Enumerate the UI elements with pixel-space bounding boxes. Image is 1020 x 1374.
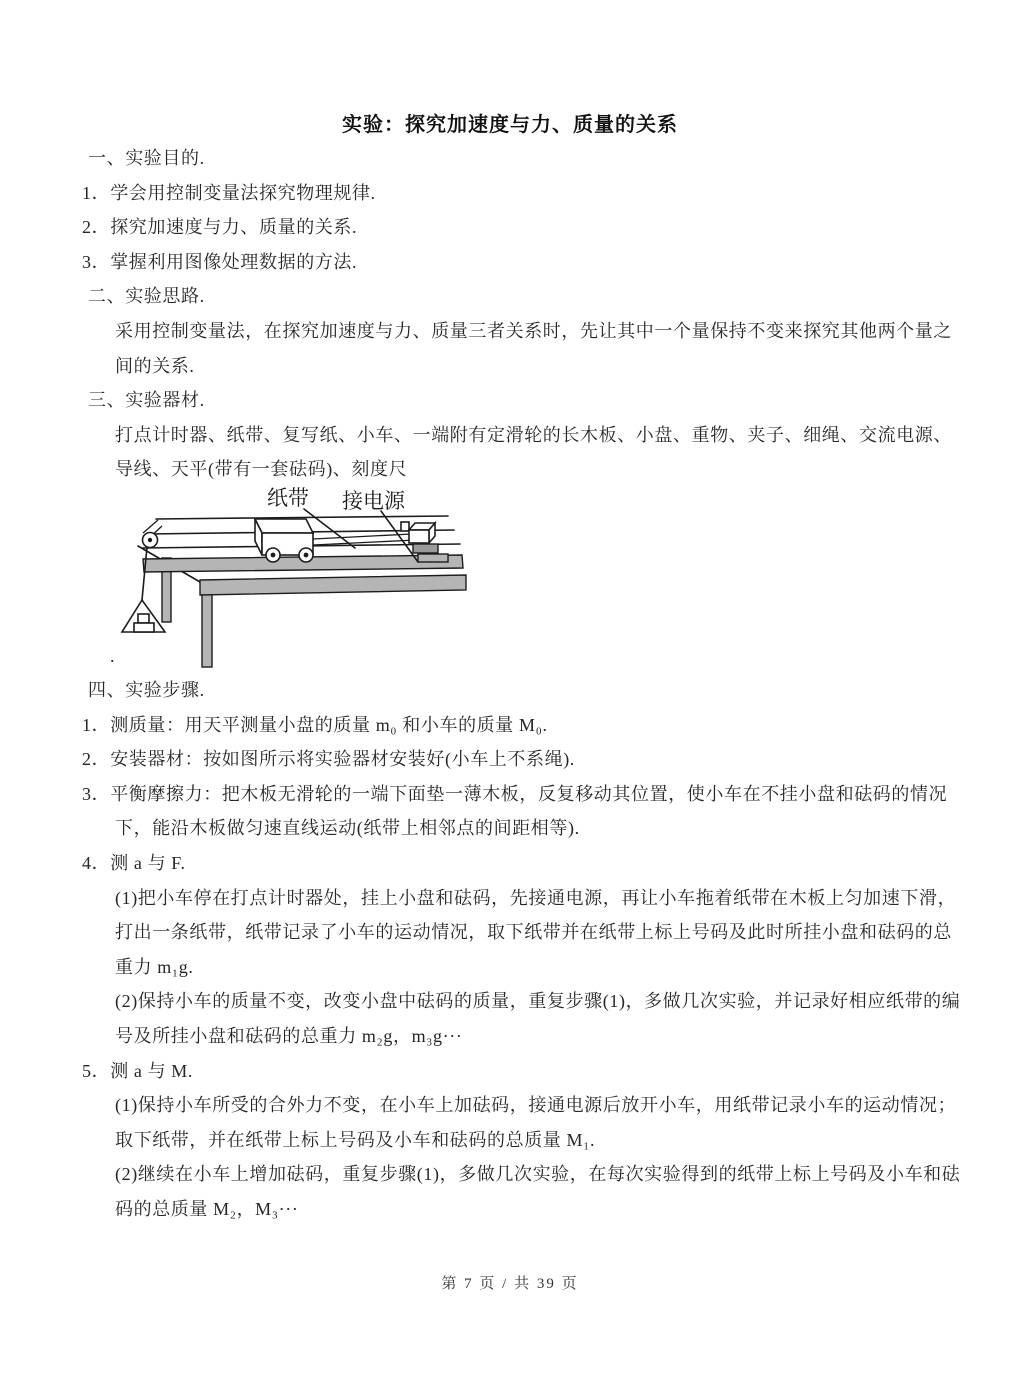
paragraph-line: 取下纸带，并在纸带上标上号码及小车和砝码的总质量 M₁. [115,1129,596,1150]
paragraph-line: 打点计时器、纸带、复写纸、小车、一端附有定滑轮的长木板、小盘、重物、夹子、细绳、交流电源、 [115,424,952,445]
content-top [82,141,980,487]
paragraph-line: (2)保持小车的质量不变，改变小盘中砝码的质量，重复步骤(1)，多做几次实验，并记录好相应纸带的编 [115,991,961,1012]
weight-block [134,623,154,632]
string [142,547,147,600]
cart [255,519,313,562]
paragraph-line: 重力 m₁g. [115,956,194,977]
paragraph-line: 码的总质量 M₂，M₃··· [115,1198,299,1219]
paragraph-line: 采用控制变量法，在探究加速度与力、质量三者关系时，先让其中一个量保持不变来探究其他两个量之 [115,320,952,341]
paragraph-line: 号及所挂小盘和砝码的总重力 m₂g，m₃g··· [115,1025,463,1046]
apparatus-figure [110,478,480,678]
list-item: 5．测 a 与 M. [82,1060,193,1081]
list-item: 3．掌握利用图像处理数据的方法. [82,251,358,272]
power-label: 接电源 [342,489,405,513]
section-heading-steps: 四、实验步骤. [88,680,205,700]
section-heading-idea: 二、实验思路. [88,286,205,307]
table-leg [202,593,212,667]
section-heading-purpose: 一、实验目的. [88,148,205,168]
content-bottom [82,673,980,1227]
paragraph-line: (2)继续在小车上增加砝码，重复步骤(1)，多做几次实验，在每次实验得到的纸带上标上号码及小车和砝 [115,1164,961,1185]
page-title: 实验：探究加速度与力、质量的关系 [342,114,678,136]
paragraph-line: 打出一条纸带，纸带记录了小车的运动情况，取下纸带并在纸带上标上号码及此时所挂小盘和砝码的总 [115,922,952,943]
tape-label: 纸带 [267,486,309,510]
weight-block [138,614,149,623]
section-heading-equipment: 三、实验器材. [88,390,205,411]
paragraph-line: (1)把小车停在打点计时器处，挂上小盘和砝码，先接通电源，再让小车拖着纸带在木板上匀加速下滑， [115,887,957,908]
paragraph-line: 导线、天平(带有一套砝码)、刻度尺 [115,459,408,480]
list-item: 3．平衡摩擦力：把木板无滑轮的一端下面垫一薄木板，反复移动其位置，使小车在不挂小盘和砝码的情况 [82,783,948,804]
list-item: 1．学会用控制变量法探究物理规律. [82,182,376,203]
paragraph-line: 下，能沿木板做匀速直线运动(纸带上相邻点的间距相等). [115,818,580,839]
list-item: 2．安装器材：按如图所示将实验器材安装好(小车上不系绳). [82,749,575,770]
paragraph-line: 间的关系. [115,355,195,376]
page-number-footer: 第 7 页 / 共 39 页 [441,1276,579,1292]
list-item: 4．测 a 与 F. [82,852,186,873]
table-front-edge [200,575,466,595]
paper-tape [313,534,416,545]
paragraph-line: (1)保持小车所受的合外力不变，在小车上加砝码，接通电源后放开小车，用纸带记录小车的运动情况； [115,1095,957,1116]
list-item: 1．测质量：用天平测量小盘的质量 m₀ 和小车的质量 M₀. [82,714,548,735]
list-item: 2．探究加速度与力、质量的关系. [82,217,358,238]
apparatus-diagram [110,478,480,678]
figure-trailing-period: . [110,646,115,666]
